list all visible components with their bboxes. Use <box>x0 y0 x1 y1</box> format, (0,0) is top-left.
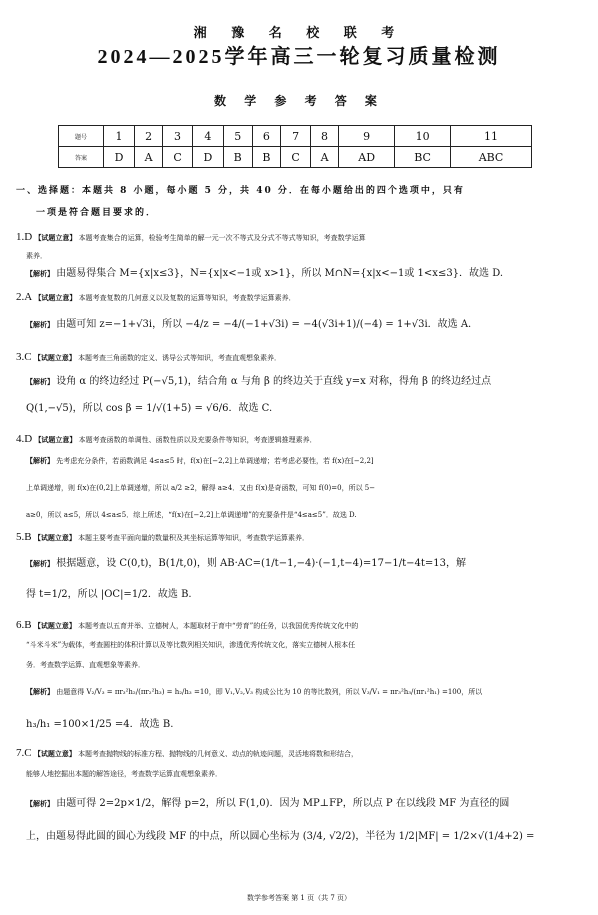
q-answer: AD <box>339 147 395 168</box>
solution-text: 根据题意，设 C(0,t)，B(1/t,0)，则 AB·AC=(1/t−1,−4)·(−1,t−4)=17−1/t−4t=13，解 <box>56 558 467 569</box>
q-number: 10 <box>395 126 451 147</box>
item-6-solution <box>26 685 596 699</box>
item-3-solution-cont: Q(1,−√5)，所以 cos β = 1/√(1+5) = √6/6．故选 C. <box>26 403 273 414</box>
q-number: 11 <box>451 126 532 147</box>
item-3-intent <box>16 350 586 365</box>
q-number: 6 <box>252 126 281 147</box>
item-6-intent <box>16 618 586 633</box>
item-5-intent <box>16 530 586 545</box>
q-number: 5 <box>223 126 252 147</box>
intent-text: 本题考查以五育并举、立德树人，本题取材于育中“劳育”的任务，以我国优秀传统文化中的 <box>78 622 359 630</box>
solution-text: 由题可知 z=−1+√3i，所以 −4/z = −4/(−1+√3i) = −4(√3i+1)/(−4) = 1+√3i．故选 A. <box>56 319 472 330</box>
intent-tag: 【试题立意】 <box>34 233 77 242</box>
intent-text: 本题考查三角函数的定义、诱导公式等知识，考查直观想象素养． <box>78 354 282 362</box>
solution-text: 由题意得 V₂/V₃ = πr₃²h₂/(πr₂²h₃) = h₂/h₃ =10，即 V₁,V₂,V₃ 构成公比为 10 的等比数列，所以 V₃/V₁ = πr₃²h₃/(πr₁²h₁) =100，所以 <box>56 688 483 696</box>
item-number: 3.C <box>16 351 32 363</box>
item-4-intent <box>16 432 586 447</box>
q-answer: A <box>134 147 162 168</box>
q-answer: D <box>104 147 135 168</box>
exam-title: 2024—2025学年高三一轮复习质量检测 <box>97 46 501 68</box>
intent-text: 本题考查复数的几何意义以及复数的运算等知识，考查数学运算素养． <box>78 294 296 302</box>
page-footer: 数学参考答案 第 1 页（共 7 页） <box>246 894 352 902</box>
q-answer: BC <box>395 147 451 168</box>
item-6-solution-cont: h₃/h₁ =100×1/25 =4．故选 B. <box>26 719 174 730</box>
item-4-solution-cont2: a≥0，所以 a≤5，所以 4≤a≤5．综上所述，“f(x)在[−2,2]上单调递增”的充要条件是“4≤a≤5”．故选 D. <box>26 511 357 519</box>
solution-tag: 【解析】 <box>26 377 54 386</box>
solution-tag: 【解析】 <box>26 269 54 278</box>
section-heading: 一、选择题：本题共 8 小题，每小题 5 分，共 40 分．在每小题给出的四个选项中，只有 <box>16 186 465 196</box>
q-answer: B <box>223 147 252 168</box>
item-7-solution-cont: 上，由题易得此圆的圆心为线段 MF 的中点，所以圆心坐标为 (3/4, √2/2)，半径为 1/2|MF| = 1/2×√(1/4+2) = <box>26 831 535 842</box>
answer-table <box>58 125 532 168</box>
intent-tag: 【试题立意】 <box>34 293 77 302</box>
question-number-label: 题号 <box>59 126 104 147</box>
solution-tag: 【解析】 <box>26 559 54 568</box>
q-number: 2 <box>134 126 162 147</box>
answer-key-title: 数 学 参 考 答 案 <box>214 94 384 108</box>
solution-text: 设角 α 的终边经过 P(−√5,1)，结合角 α 与角 β 的终边关于直线 y=x 对称，得角 β 的终边经过点 <box>56 376 492 387</box>
q-number: 1 <box>104 126 135 147</box>
item-2-solution <box>26 318 596 332</box>
item-5-solution-cont: 得 t=1/2，所以 |OC|=1/2．故选 B. <box>26 589 192 600</box>
item-7-intent-cont: 能够人地挖掘出本题的解答途径，考查数学运算直观想象素养． <box>26 770 222 778</box>
question-number-row <box>59 126 532 147</box>
item-4-solution-cont: 上单调递增，则 f(x)在(0,2]上单调递增，所以 a/2 ≥2，解得 a≥4．又由 f(x)是奇函数，可知 f(0)=0，所以 5− <box>26 484 376 492</box>
q-answer: D <box>192 147 223 168</box>
item-4-solution <box>26 454 596 468</box>
item-number: 1.D <box>16 231 33 243</box>
intent-tag: 【试题立意】 <box>33 621 76 630</box>
answer-row <box>59 147 532 168</box>
item-number: 2.A <box>16 291 33 303</box>
intent-tag: 【试题立意】 <box>33 749 76 758</box>
item-3-solution <box>26 375 596 389</box>
item-2-intent <box>16 290 586 305</box>
item-6-intent-cont: “斗米斗米”为载体，考查圆柱的体积计算以及等比数列相关知识，渗透优秀传统文化，落实立德树人根本任 <box>26 641 356 649</box>
item-number: 4.D <box>16 433 33 445</box>
intent-text: 本题主要考查平面向量的数量积及其坐标运算等知识，考查数学运算素养． <box>78 534 310 542</box>
item-7-solution <box>26 797 596 811</box>
solution-tag: 【解析】 <box>26 799 54 808</box>
intent-tag: 【试题立意】 <box>33 353 76 362</box>
exam-alliance-title: 湘 豫 名 校 联 考 <box>193 26 405 41</box>
q-answer: C <box>281 147 311 168</box>
q-number: 8 <box>310 126 338 147</box>
solution-text: 由题可得 2=2p×1/2，解得 p=2，所以 F(1,0)．因为 MP⊥FP，所以点 P 在以线段 MF 为直径的圆 <box>56 798 510 809</box>
item-number: 6.B <box>16 619 32 631</box>
item-1-intent-cont: 素养． <box>26 252 47 260</box>
q-number: 3 <box>163 126 193 147</box>
q-number: 9 <box>339 126 395 147</box>
answer-label: 答案 <box>59 147 104 168</box>
solution-text: 先考虑充分条件，若函数满足 4≤a≤5 时，f(x)在[−2,2]上单调递增；若考虑必要性，若 f(x)在[−2,2] <box>56 457 374 465</box>
item-1-intent <box>16 230 586 245</box>
solution-tag: 【解析】 <box>26 456 54 465</box>
intent-tag: 【试题立意】 <box>33 533 76 542</box>
q-number: 4 <box>192 126 223 147</box>
intent-text: 本题考查集合的运算，检验考生简单的解一元一次不等式及分式不等式等知识，考查数学运算 <box>78 234 366 242</box>
q-answer: C <box>163 147 193 168</box>
item-5-solution <box>26 557 596 571</box>
section-heading-cont: 一项是符合题目要求的． <box>36 208 158 218</box>
solution-tag: 【解析】 <box>26 687 54 696</box>
intent-tag: 【试题立意】 <box>34 435 77 444</box>
q-answer: A <box>310 147 338 168</box>
item-number: 7.C <box>16 747 32 759</box>
intent-text: 本题考查抛物线的标准方程、抛物线的几何意义、动点的轨迹问题，灵活地将数和形结合， <box>78 750 359 758</box>
solution-text: 由题易得集合 M={x|x≤3}，N={x|x<−1或 x>1}，所以 M∩N={x|x<−1或 1<x≤3}．故选 D. <box>56 268 504 279</box>
intent-text: 本题考查函数的单调性、函数性质以及充要条件等知识，考查逻辑推理素养． <box>78 436 317 444</box>
item-6-intent-cont2: 务．考查数学运算、直观想象等素养． <box>26 661 145 669</box>
q-answer: B <box>252 147 281 168</box>
q-answer: ABC <box>451 147 532 168</box>
item-number: 5.B <box>16 531 32 543</box>
q-number: 7 <box>281 126 311 147</box>
item-1-solution <box>26 267 596 281</box>
item-7-intent <box>16 746 586 761</box>
solution-tag: 【解析】 <box>26 320 54 329</box>
